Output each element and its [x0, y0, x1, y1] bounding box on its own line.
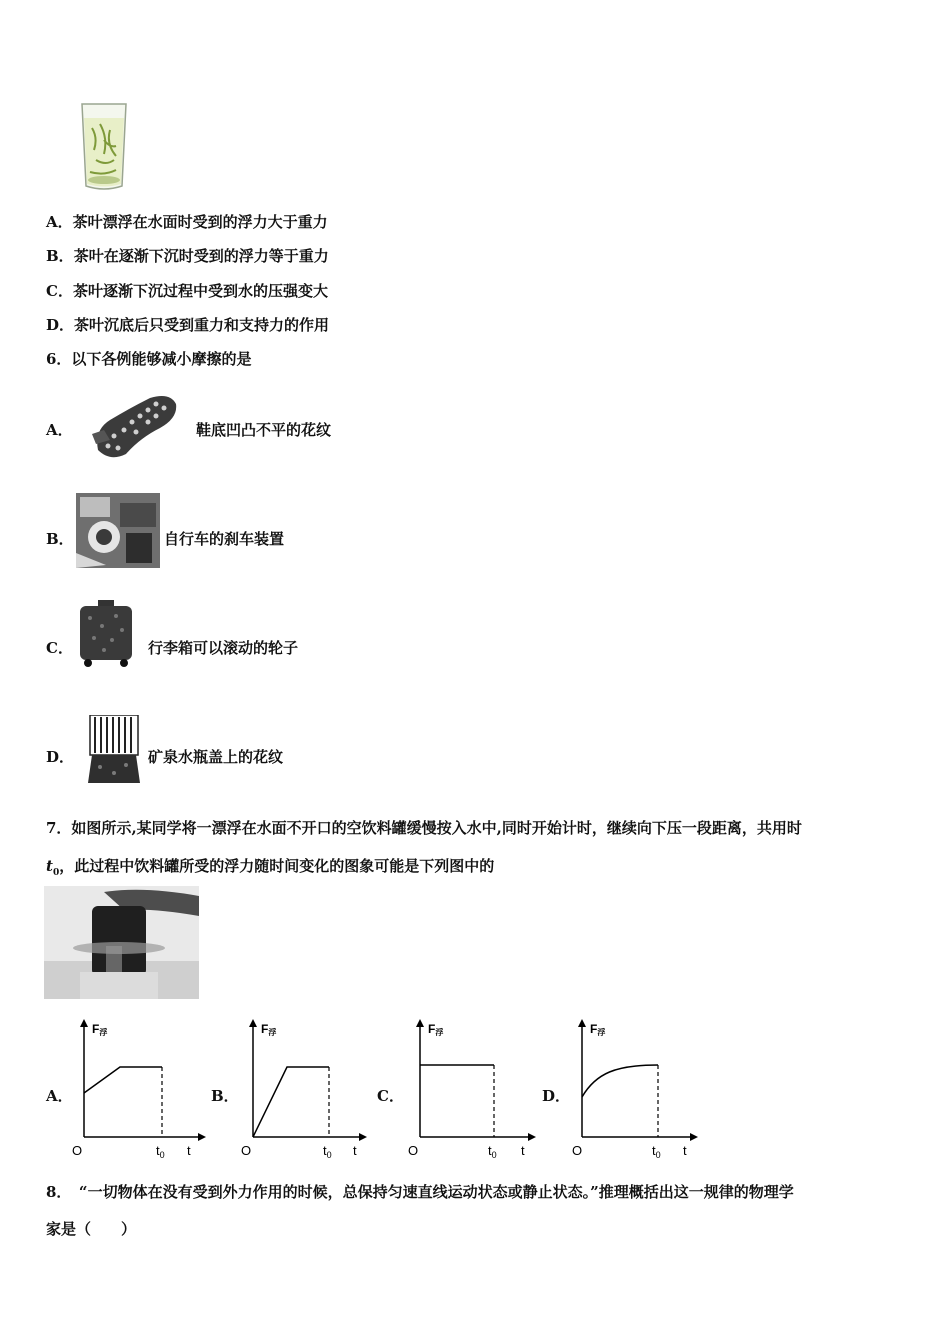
q6-option-a-text: 鞋底凹凸不平的花纹: [196, 421, 332, 439]
q5-option-c: C．茶叶逐渐下沉过程中受到水的压强变大: [46, 282, 328, 300]
graph-b-label: B．: [211, 1087, 239, 1105]
graph-a-xlabel: t: [187, 1143, 191, 1158]
graph-d-label: D．: [542, 1087, 571, 1105]
graph-a: [68, 1015, 208, 1169]
q6-option-a-label: A．: [46, 421, 73, 439]
graph-c-origin: O: [408, 1143, 419, 1158]
q6-option-b-text: 自行车的刹车装置: [164, 530, 285, 548]
q5-option-d: D．茶叶沉底后只受到重力和支持力的作用: [46, 316, 330, 334]
graph-b-curve: [253, 1067, 329, 1137]
graph-a-label: A．: [46, 1087, 73, 1105]
q6-option-d-text: 矿泉水瓶盖上的花纹: [148, 748, 284, 766]
graph-c-ylabel: F浮: [428, 1022, 444, 1037]
q7-stem-line1: 7．如图所示,某同学将一漂浮在水面不开口的空饮料罐缓慢按入水中,同时开始计时，继续向下压一段距离，共用时: [46, 819, 802, 837]
suitcase-image: [76, 600, 136, 668]
tea-glass-image: [78, 100, 130, 192]
graph-d-ylabel: F浮: [590, 1022, 606, 1037]
graph-c: [404, 1015, 544, 1169]
can-pressing-photo: [44, 886, 199, 999]
graph-b: [237, 1015, 377, 1169]
q6-option-d-label: D．: [46, 748, 75, 766]
graph-c-t0: $t_0$: [488, 1143, 497, 1160]
graph-b-origin: O: [241, 1143, 252, 1158]
q6-option-b-label: B．: [46, 530, 74, 548]
graph-d: [566, 1015, 706, 1169]
q5-option-b: B．茶叶在逐渐下沉时受到的浮力等于重力: [46, 247, 329, 265]
graph-b-ylabel: F浮: [261, 1022, 277, 1037]
q8-stem-line1: 8． “一切物体在没有受到外力作用的时候，总保持匀速直线运动状态或静止状态。”推理概括出这一规律的物理学: [46, 1183, 794, 1201]
bike-brake-image: [76, 493, 160, 568]
graph-b-xlabel: t: [353, 1143, 357, 1158]
q6-option-c-text: 行李箱可以滚动的轮子: [148, 639, 299, 657]
q6-stem: 6．以下各例能够减小摩擦的是: [46, 350, 252, 368]
graph-c-label: C．: [377, 1087, 404, 1105]
graph-d-xlabel: t: [683, 1143, 687, 1158]
graph-a-ylabel: F浮: [92, 1022, 108, 1037]
graph-d-t0: $t_0$: [652, 1143, 661, 1160]
graph-a-origin: O: [72, 1143, 83, 1158]
q8-stem-line2: 家是（ ）: [46, 1220, 137, 1238]
graph-a-curve: [84, 1067, 162, 1093]
graph-a-t0: $t_0$: [156, 1143, 165, 1160]
q5-option-a: A．茶叶漂浮在水面时受到的浮力大于重力: [46, 213, 328, 231]
bottle-cap-image: [86, 715, 142, 783]
q7-stem-line2: $t_0$，此过程中饮料罐所受的浮力随时间变化的图象可能是下列图中的: [46, 857, 495, 878]
shoe-sole-image: [90, 390, 180, 462]
graph-d-curve: [582, 1065, 658, 1097]
graph-b-t0: $t_0$: [323, 1143, 332, 1160]
graph-d-origin: O: [572, 1143, 583, 1158]
q6-option-c-label: C．: [46, 639, 73, 657]
graph-c-xlabel: t: [521, 1143, 525, 1158]
